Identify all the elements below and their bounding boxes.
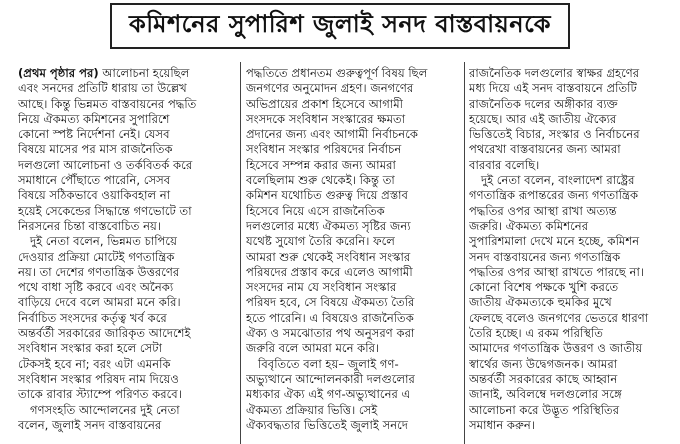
text-line: জাতীয় ঐকমত্যকে হুমকির মুখে bbox=[469, 295, 612, 310]
text-line: কোনো স্পষ্ট নির্দেশনা নেই। যেসব bbox=[18, 127, 170, 142]
text-line: প্রদানের জন্য এবং আগামী নির্বাচনকে bbox=[246, 127, 418, 142]
text-line: দুই নেতা বলেন, ভিন্নমত চাপিয়ে bbox=[30, 234, 177, 249]
text-line: পরিষদ হবে, সে বিষয়ে ঐকমত্য তৈরি bbox=[246, 295, 415, 310]
text-line: হিসেবে নিয়ে এসে রাজনৈতিক bbox=[246, 203, 385, 218]
text-line: আমরা শুরু থেকেই সংবিধান সংস্কার bbox=[246, 249, 411, 264]
text-line: সংবিধান সংস্কার পরিষদ নাম দিয়েও bbox=[18, 371, 179, 386]
text-line: সংসদের নাম যে সংবিধান সংস্কার bbox=[246, 280, 397, 295]
text-line: সংবিধান সংস্কার করা হলে সেটা bbox=[18, 341, 162, 356]
text-line: বিষয়ে সঠিকভাবে ওয়াকিবহাল না bbox=[18, 188, 171, 203]
text-line: এবং সনদের প্রতিটি ধারায় তা উল্লেখ bbox=[18, 81, 187, 96]
text-line: সুপারিশমালা দেখে মনে হচ্ছে, কমিশন bbox=[469, 234, 640, 249]
text-line: নয়। তা দেশের গণতান্ত্রিক উত্তরণের bbox=[18, 264, 180, 279]
text-line: জরুরি বলে আমরা মনে করি। bbox=[246, 341, 380, 356]
text-line: পদ্ধতির ওপর আস্থা রাখা অত্যন্ত bbox=[469, 203, 617, 218]
text-line: বারবার বলেছি। bbox=[469, 157, 540, 172]
text-line: যথেষ্ট সুযোগ তৈরি করেনি। ফলে bbox=[246, 234, 395, 249]
text-line: তাকে রাবার স্ট্যাম্পে পরিণত করবে। bbox=[18, 387, 182, 402]
text-line: সনদ বাস্তবায়নের জন্য গণতান্ত্রিক bbox=[469, 249, 621, 264]
text-line: পথে বাধা সৃষ্টি করবে এবং অনৈক্য bbox=[18, 280, 174, 295]
text-line: অভ্যুত্থানে আন্দোলনকারী দলগুলোর bbox=[246, 371, 415, 386]
text-line: টেকসই হবে না; বরং এটা এমনকি bbox=[18, 356, 171, 371]
text-line: বাড়িয়ে দেবে বলে আমরা মনে করি। bbox=[18, 295, 181, 310]
text-line: কোনো বিশেষ পক্ষকে খুশি করতে bbox=[469, 280, 619, 295]
text-line: রাজনৈতিক দলের অঙ্গীকার ব্যক্ত bbox=[469, 96, 618, 111]
column-divider bbox=[464, 62, 465, 444]
text-line: বলেন, জুলাই সনদ বাস্তবায়নের bbox=[18, 417, 162, 432]
text-line: দেওয়ার প্রক্রিয়া মোটেই গণতান্ত্রিক bbox=[18, 249, 175, 264]
text-line: নিয়ে ঐকমত্য কমিশনের সুপারিশে bbox=[18, 111, 170, 126]
text-line: বিষয়ে মাসের পর মাস রাজনৈতিক bbox=[18, 142, 173, 157]
text-line: মধ্য দিয়ে এই সনদ বাস্তবায়নে প্রতিটি bbox=[469, 81, 637, 96]
text-line: দলগুলো আলোচনা ও তর্কবিতর্ক করে bbox=[18, 157, 193, 172]
text-line: জরুরি। ঐকমত্য কমিশনের bbox=[469, 218, 589, 233]
text-line: হয়েছে। আর এই জাতীয় ঐক্যের bbox=[469, 111, 617, 126]
text-line: পদ্ধতিতে প্রধানতম গুরুত্বপূর্ণ বিষয় ছিল bbox=[246, 66, 428, 80]
text-line: স্বার্থের জন্য উদ্বেগজনক। আমরা bbox=[469, 356, 618, 371]
text-line: সংসদকে সংবিধান সংস্কারের ক্ষমতা bbox=[246, 111, 406, 126]
text-line: ঐকমত্য প্রক্রিয়ার ভিত্তি। সেই bbox=[246, 402, 378, 417]
text-line: হতে পারেনি। এ বিষয়েও রাজনৈতিক bbox=[246, 310, 414, 325]
text-line: অভিপ্রায়ের প্রকাশ হিসেবে আগামী bbox=[246, 96, 403, 111]
text-line: গণসংহতি আন্দোলনের দুই নেতা bbox=[30, 402, 180, 417]
text-line: অন্তর্বর্তী সরকারের কাছে আহ্বান bbox=[469, 371, 618, 386]
text-line: নির্বাচিত সংসদের কর্তৃত্ব খর্ব করে bbox=[18, 310, 167, 325]
article-column-2 bbox=[246, 66, 460, 444]
text-line: নিরসনের চিন্তা বাস্তবোচিত নয়। bbox=[18, 218, 162, 233]
text-line: ঐক্যবদ্ধতার ভিত্তিতেই জুলাই সনদে bbox=[246, 417, 408, 432]
text-line: মধ্যকার ঐক্য এই গণ-অভ্যুত্থানের এ bbox=[246, 387, 411, 402]
headline: কমিশনের সুপারিশ জুলাই সনদ বাস্তবায়নকে bbox=[128, 10, 552, 38]
headline-box bbox=[110, 3, 570, 49]
text-line: ফেলছে বলেও জনগণের ভেতরে ধারণা bbox=[469, 310, 649, 325]
text-line: ঐক্য ও সমঝোতার পথ অনুসরণ করা bbox=[246, 326, 415, 341]
text-line: জানাই, অবিলম্বে দলগুলোর সঙ্গে bbox=[469, 387, 622, 402]
text-line: গণতান্ত্রিক রূপান্তরের জন্য গণতান্ত্রিক bbox=[469, 188, 639, 203]
text-line: জনগণের অনুমোদন গ্রহণ। জনগণের bbox=[246, 81, 414, 96]
column-divider bbox=[240, 62, 241, 444]
text-line: অন্তর্বর্তী সরকারের জারিকৃত আদেশেই bbox=[18, 326, 191, 341]
text-line: হয়েই সেকেন্ডের সিদ্ধান্তে গণভোটে তা bbox=[18, 203, 192, 218]
text-line: ভিত্তিতেই বিচার, সংস্কার ও নির্বাচনের bbox=[469, 127, 640, 142]
text-line: বিবৃতিতে বলা হয়– জুলাই গণ- bbox=[258, 356, 399, 371]
text-line: কমিশন যথোচিত গুরুত্ব দিয়ে প্রস্তাব bbox=[246, 188, 408, 203]
text-line: পদ্ধতির ওপর আস্থা রাখতে পারছে না। bbox=[469, 264, 644, 279]
text-line: সমাধান করুন। bbox=[469, 417, 535, 432]
text-line: আলোচনা করে উদ্ভূত পরিস্থিতির bbox=[469, 402, 620, 417]
text-line: আছে। কিন্তু ভিন্নমত বাস্তবায়নের পদ্ধতি bbox=[18, 96, 197, 111]
text-line: আলোচনা হয়েছিল bbox=[102, 66, 190, 80]
continuation-label: (প্রথম পৃষ্ঠার পর) bbox=[18, 66, 99, 80]
text-line: রাজনৈতিক দলগুলোর স্বাক্ষর গ্রহণের bbox=[469, 66, 640, 80]
text-line: সংবিধান সংস্কার পরিষদের নির্বাচন bbox=[246, 142, 402, 157]
article-column-1 bbox=[18, 66, 234, 444]
article-column-3 bbox=[469, 66, 672, 444]
text-line: সমাধানে পৌঁছাতে পারেনি, সেসব bbox=[18, 173, 171, 188]
text-line: বলেছিলাম শুরু থেকেই। কিন্তু তা bbox=[246, 173, 395, 188]
text-line: তৈরি হচ্ছে। এ রকম পরিস্থিতি bbox=[469, 326, 604, 341]
text-line: পথরেখা বাস্তবায়নের জন্য আমরা bbox=[469, 142, 621, 157]
text-line: দলগুলোর মধ্যে ঐকমত্য সৃষ্টির জন্য bbox=[246, 218, 411, 233]
text-line: হিসেবে সম্পন্ন করার জন্য আমরা bbox=[246, 157, 396, 172]
text-line: দুই নেতা বলেন, বাংলাদেশ রাষ্ট্রের bbox=[481, 173, 635, 188]
text-line: আমাদের গণতান্ত্রিক উত্তরণ ও জাতীয় bbox=[469, 341, 643, 356]
text-line: পরিষদের প্রস্তাব করে এলেও আগামী bbox=[246, 264, 413, 279]
